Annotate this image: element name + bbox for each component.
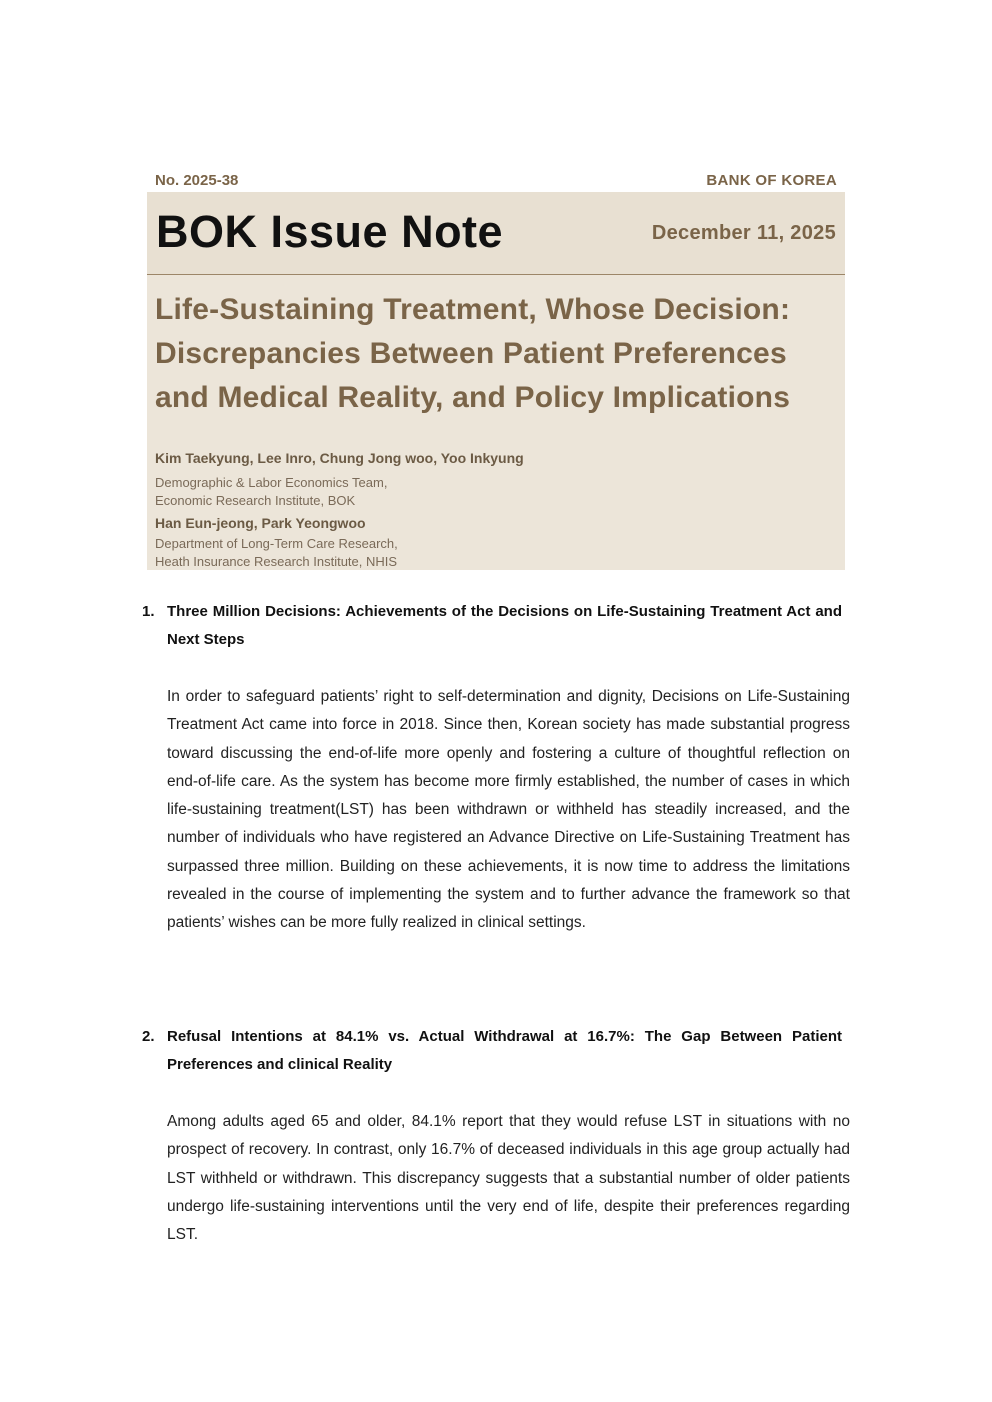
report-title: Life-Sustaining Treatment, Whose Decision: Discrepancies Between Patient Preferences and Medical Reality, and Policy Implications (155, 293, 791, 414)
top-meta-bar (155, 172, 837, 192)
section-2-heading (142, 1023, 842, 1079)
publication-date: December 11, 2025 (651, 222, 836, 244)
section-2-heading-text: Refusal Intentions at 84.1% vs. Actual Withdrawal at 16.7%: The Gap Between Patient Preferences and clinical Reality (167, 1028, 842, 1073)
section-1-number: 1. (142, 603, 155, 620)
section-2-number: 2. (142, 1028, 155, 1045)
series-title: BOK Issue Note (156, 206, 504, 257)
section-1-body: In order to safeguard patients’ right to self-determination and dignity, Decisions on Life-Sustaining Treatment Act came into force in 2018. Since then, Korean society has made substantial progress toward discussing the end-of-life more openly and fostering a culture of thoughtful reflection on end-of-life care. As the system has become more firmly established, the number of cases in which life-sustaining treatment(LST) has been withdrawn or withheld has steadily increased, and the number of individuals who have registered an Advance Directive on Life-Sustaining Treatment has surpassed three million. Building on these achievements, it is now time to address the limitations revealed in the course of implementing the system and to further advance the framework so that patients’ wishes can be more fully realized in clinical settings. (167, 688, 850, 932)
affiliation-1-line1: Demographic & Labor Economics Team, (155, 475, 388, 490)
masthead (147, 192, 845, 275)
affiliation-1-line2: Economic Research Institute, BOK (155, 493, 356, 508)
affiliation-2-line2: Heath Insurance Research Institute, NHIS (155, 554, 398, 569)
authors-group-2: Han Eun-jeong, Park Yeongwoo (155, 515, 366, 531)
section-1-heading (142, 598, 842, 654)
authors-group-1: Kim Taekyung, Lee Inro, Chung Jong woo, Yoo Inkyung (155, 450, 524, 466)
affiliation-2-line1: Department of Long-Term Care Research, (155, 536, 398, 551)
issue-number: No. 2025-38 (155, 172, 239, 189)
section-1-heading-text: Three Million Decisions: Achievements of the Decisions on Life-Sustaining Treatment Act and Next Steps (167, 603, 842, 648)
affiliation-2 (155, 535, 398, 571)
publisher-name: BANK OF KOREA (706, 172, 837, 189)
affiliation-1 (155, 474, 387, 510)
section-2-body: Among adults aged 65 and older, 84.1% report that they would refuse LST in situations with no prospect of recovery. In contrast, only 16.7% of deceased individuals in this age group actually had LST withheld or withdrawn. This discrepancy suggests that a substantial number of older patients undergo life-sustaining interventions until the very end of life, despite their preferences regarding LST. (167, 1113, 850, 1244)
title-header-box (147, 192, 845, 570)
